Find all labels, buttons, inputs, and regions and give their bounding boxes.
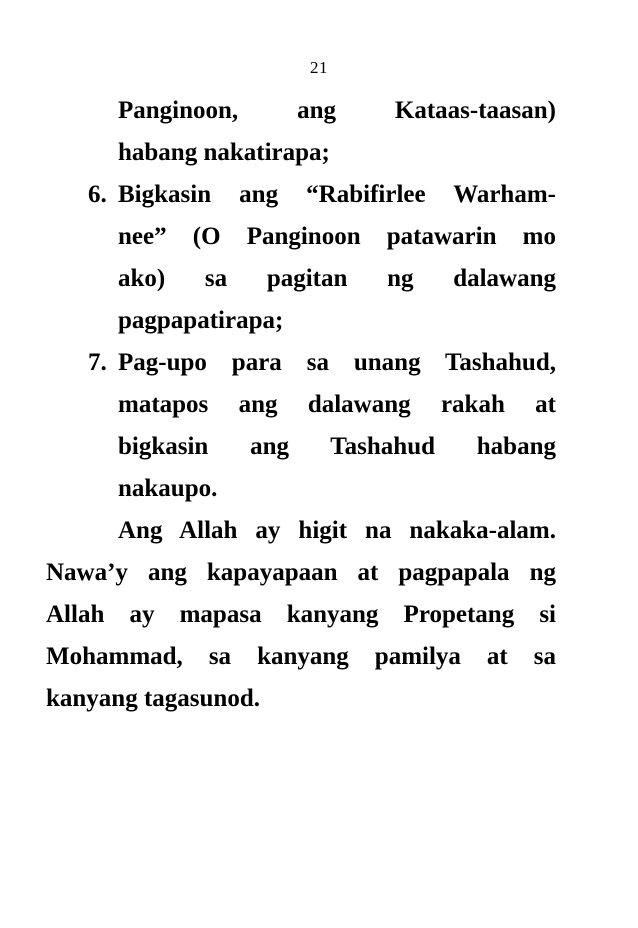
text-line: Pag-upo para sa unang Tashahud, [118, 349, 556, 376]
text-line: Bigkasin ang “Rabifirlee Warham- [118, 181, 556, 208]
text-line: nakaupo. [118, 475, 218, 502]
text-line: matapos ang dalawang rakah at [118, 391, 556, 418]
text-line: ako) sa pagitan ng dalawang [118, 265, 556, 292]
text-line: Mohammad, sa kanyang pamilya at sa [46, 643, 556, 670]
text-line: Allah ay mapasa kanyang Propetang si [46, 601, 556, 628]
text-line: bigkasin ang Tashahud habang [118, 433, 556, 460]
list-number-6: 6. [88, 181, 107, 208]
page-number: 21 [310, 58, 328, 77]
text-line: habang nakatirapa; [118, 139, 330, 166]
text-line: pagpapatirapa; [118, 307, 284, 334]
text-line: nee” (O Panginoon patawarin mo [118, 223, 556, 250]
list-number-7: 7. [88, 349, 107, 376]
text-line: kanyang tagasunod. [46, 685, 260, 712]
text-line: Nawa’y ang kapayapaan at pagpapala ng [46, 559, 556, 586]
text-line: Ang Allah ay higit na nakaka-alam. [118, 517, 556, 544]
text-line: Panginoon, ang Kataas-taasan) [118, 97, 556, 124]
